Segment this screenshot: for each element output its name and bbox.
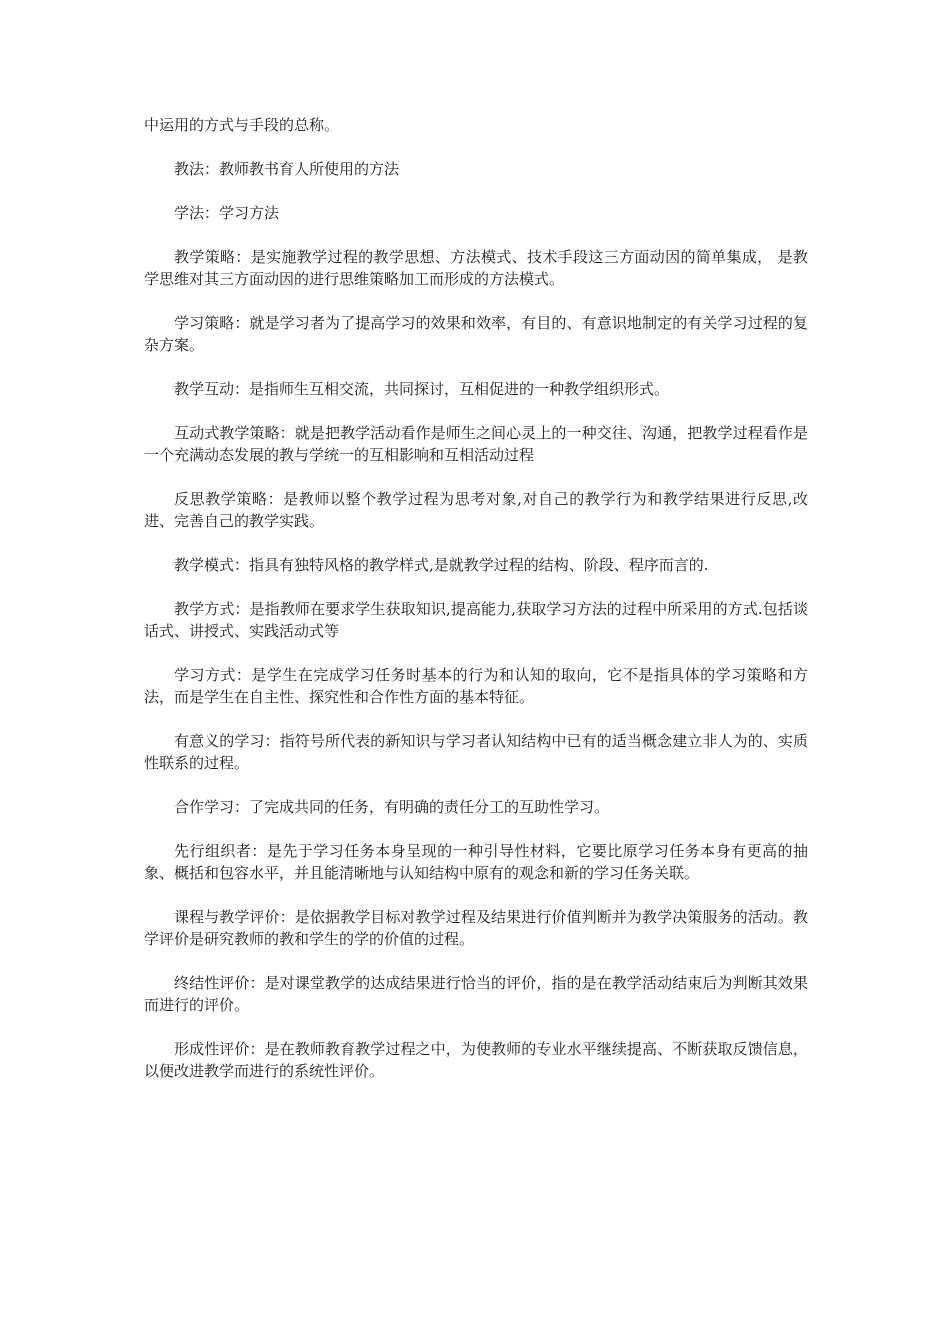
paragraph-teaching-strategy: 教学策略：是实施教学过程的教学思想、方法模式、技术手段这三方面动因的简单集成， 是教学思维对其三方面动因的进行思维策略加工而形成的方法模式。 [144, 248, 808, 288]
paragraph-formative-evaluation: 形成性评价：是在教师教育教学过程之中，为使教师的专业水平继续提高、不断获取反馈信息，以便改进教学而进行的系统性评价。 [144, 1040, 808, 1080]
paragraph-reflective-strategy: 反思教学策略：是教师以整个教学过程为思考对象,对自己的教学行为和教学结果进行反思,改进、完善自己的教学实践。 [144, 490, 808, 530]
paragraph-teaching-interaction: 教学互动：是指师生互相交流，共同探讨，互相促进的一种教学组织形式。 [174, 380, 670, 398]
paragraph-advance-organizer: 先行组织者：是先于学习任务本身呈现的一种引导性材料，它要比原学习任务本身有更高的抽象、概括和包容水平，并且能清晰地与认知结构中原有的观念和新的学习任务关联。 [144, 842, 808, 882]
paragraph-summative-evaluation: 终结性评价：是对课堂教学的达成结果进行恰当的评价，指的是在教学活动结束后为判断其效果而进行的评价。 [144, 974, 808, 1014]
paragraph-teaching-model: 教学模式：指具有独特风格的教学样式,是就教学过程的结构、阶段、程序而言的. [174, 556, 709, 574]
paragraph-learning-strategy: 学习策略：就是学习者为了提高学习的效果和效率，有目的、有意识地制定的有关学习过程的复杂方案。 [144, 314, 808, 354]
paragraph-teaching-method: 教法：教师教书育人所使用的方法 [174, 160, 400, 178]
paragraph-curriculum-evaluation: 课程与教学评价：是依据教学目标对教学过程及结果进行价值判断并为教学决策服务的活动。教学评价是研究教师的教和学生的学的价值的过程。 [144, 908, 808, 948]
paragraph-learning-mode: 学习方式：是学生在完成学习任务时基本的行为和认知的取向，它不是指具体的学习策略和方法，而是学生在自主性、探究性和合作性方面的基本特征。 [144, 666, 808, 706]
paragraph-teaching-mode: 教学方式：是指教师在要求学生获取知识,提高能力,获取学习方法的过程中所采用的方式.包括谈话式、讲授式、实践活动式等 [144, 600, 808, 640]
paragraph-learning-method: 学法：学习方法 [174, 204, 280, 222]
document-page [144, 114, 808, 1104]
paragraph-interactive-strategy: 互动式教学策略：就是把教学活动看作是师生之间心灵上的一种交往、沟通，把教学过程看作是一个充满动态发展的教与学统一的互相影响和互相活动过程 [144, 424, 808, 464]
paragraph-meaningful-learning: 有意义的学习：指符号所代表的新知识与学习者认知结构中已有的适当概念建立非人为的、实质性联系的过程。 [144, 732, 808, 772]
paragraph-cooperative-learning: 合作学习：了完成共同的任务，有明确的责任分工的互助性学习。 [174, 798, 610, 816]
paragraph-continuation: 中运用的方式与手段的总称。 [144, 116, 340, 134]
